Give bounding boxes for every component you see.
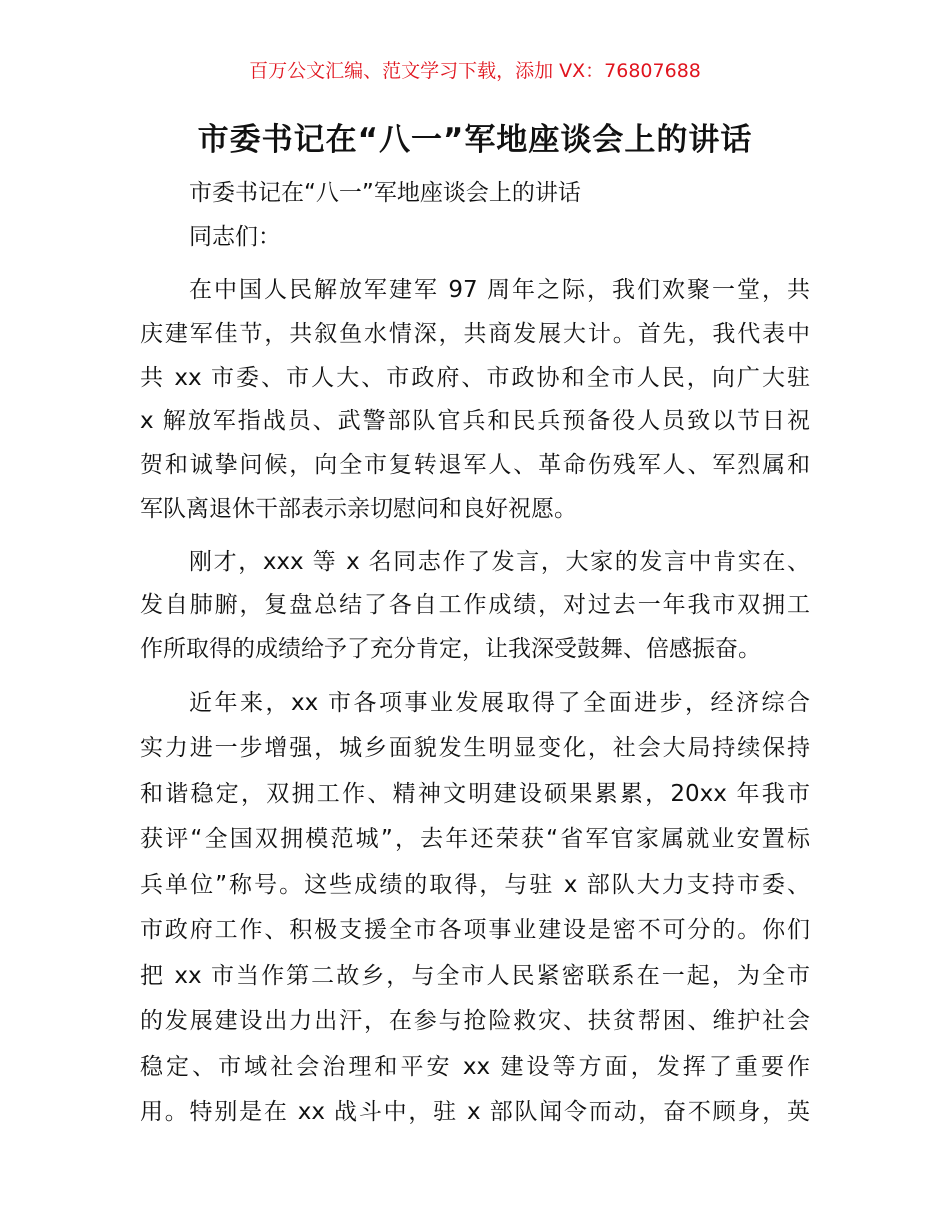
paragraph [140,681,810,1136]
text-line: 在中国人民解放军建军 97 周年之际，我们欢聚一堂，共 [189,277,810,304]
text-line: 的发展建设出力出汗，在参与抢险救灾、扶贫帮困、维护社会 [140,1008,810,1035]
text-line: 稳定、市域社会治理和平安 xx 建设等方面，发挥了重要作 [140,1053,810,1080]
document-title: 市委书记在“八一”军地座谈会上的讲话 [197,122,753,158]
text-line: 近年来，xx 市各项事业发展取得了全面进步，经济综合 [189,689,810,716]
text-line: 实力进一步增强，城乡面貌发生明显变化，社会大局持续保持 [140,735,810,762]
text-line: 市政府工作、积极支援全市各项事业建设是密不可分的。你们 [140,917,810,944]
text-line: 庆建军佳节，共叙鱼水情深，共商发展大计。首先，我代表中 [140,321,810,348]
paragraph [140,541,810,672]
text-line: 把 xx 市当作第二故乡，与全市人民紧密联系在一起，为全市 [140,962,810,989]
text-line: 贺和诚挚问候，向全市复转退军人、革命伤残军人、军烈属和 [140,452,810,479]
greeting: 同志们： [189,223,281,250]
document-body [140,172,810,1145]
paragraph [140,269,810,531]
text-line: 军队离退休干部表示亲切慰问和良好祝愿。 [140,495,577,522]
text-line: 共 xx 市委、市人大、市政府、市政协和全市人民，向广大驻 [140,364,810,391]
subtitle: 市委书记在“八一”军地座谈会上的讲话 [189,180,581,206]
text-line: 获评“全国双拥模范城”，去年还荣获“省军官家属就业安置标 [140,826,810,853]
text-line: x 解放军指战员、武警部队官兵和民兵预备役人员致以节日祝 [140,408,810,435]
text-line: 发自肺腑，复盘总结了各自工作成绩，对过去一年我市双拥工 [140,592,810,619]
text-line: 兵单位”称号。这些成绩的取得，与驻 x 部队大力支持市委、 [140,871,810,898]
text-line: 和谐稳定，双拥工作、精神文明建设硕果累累，20xx 年我市 [140,780,810,807]
text-line: 作所取得的成绩给予了充分肯定，让我深受鼓舞、倍感振奋。 [140,635,761,662]
text-line: 用。特别是在 xx 战斗中，驻 x 部队闻令而动，奋不顾身，英 [140,1099,810,1126]
watermark-banner: 百万公文汇编、范文学习下载，添加 VX：76807688 [249,60,701,82]
text-line: 刚才，xxx 等 x 名同志作了发言，大家的发言中肯实在、 [189,548,810,575]
